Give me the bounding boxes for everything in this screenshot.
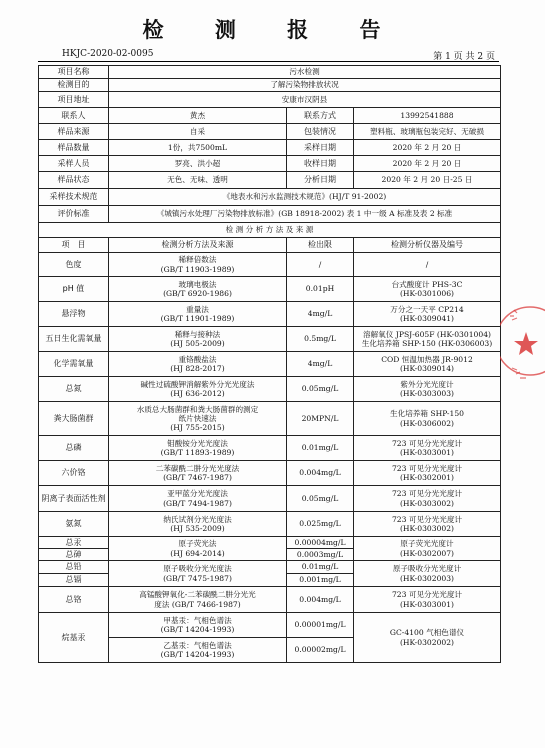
col-limit: 检出限 [287, 238, 354, 253]
method-item: 总氮 [39, 377, 109, 402]
report-number: HKJC-2020-02-0095 [62, 49, 154, 59]
method-item: 总砷 [39, 549, 109, 561]
method-limit: 0.00001mg/L [287, 613, 354, 638]
value: 13992541888 [354, 108, 501, 124]
method-instrument: 台式酸度计 PHS-3C (HK-0301006) [354, 277, 501, 302]
method-limit: 0.0003mg/L [287, 549, 354, 561]
methods-header-row [39, 238, 501, 253]
row-source [39, 124, 501, 140]
method-limit: 0.01mg/L [287, 561, 354, 574]
method-limit: 4mg/L [287, 302, 354, 327]
label: 评价标准 [39, 206, 109, 223]
methods-section-title: 检 测 分 析 方 法 及 来 源 [39, 223, 501, 238]
row-sampler [39, 156, 501, 172]
method-limit: 0.05mg/L [287, 377, 354, 402]
method-source: 稀释与接种法 (HJ 505-2009) [109, 327, 287, 352]
method-item: 悬浮物 [39, 302, 109, 327]
value: 自采 [109, 124, 287, 140]
method-item: pH 值 [39, 277, 109, 302]
method-instrument: 万分之一天平 CP214 (HK-0309041) [354, 302, 501, 327]
method-limit: 0.00004mg/L [287, 537, 354, 549]
method-item: 总铬 [39, 587, 109, 613]
value: 罗亮、洪小超 [109, 156, 287, 172]
label: 检测目的 [39, 79, 109, 92]
method-item: 氨氮 [39, 512, 109, 537]
method-source: 原子吸收分光光度法 (GB/T 7475-1987) [109, 561, 287, 587]
method-item: 阴离子表面活性剂 [39, 486, 109, 512]
method-item: 化学需氧量 [39, 352, 109, 377]
value: 1份，共7500mL [109, 140, 287, 156]
method-instrument: 原子吸收分光光度计 (HK-0302003) [354, 561, 501, 587]
method-item: 烷基汞 [39, 613, 109, 663]
method-row [39, 377, 501, 402]
method-item: 粪大肠菌群 [39, 402, 109, 436]
method-limit: 0.00002mg/L [287, 638, 354, 663]
method-row-aas [39, 561, 501, 574]
method-instrument: 723 可见分光光度计 (HK-0303001) [354, 436, 501, 461]
method-row [39, 302, 501, 327]
method-limit: 0.01pH [287, 277, 354, 302]
method-limit: 20MPN/L [287, 402, 354, 436]
col-instrument: 检测分析仪器及编号 [354, 238, 501, 253]
value: 《城镇污水处理厂污染物排放标准》(GB 18918-2002) 表 1 中一级 A 标准及表 2 标准 [109, 206, 501, 223]
value: 2020 年 2 月 20 日 [354, 156, 501, 172]
method-instrument: 723 可见分光光度计 (HK-0303001) [354, 587, 501, 613]
method-row [39, 402, 501, 436]
row-address [39, 92, 501, 108]
value: 2020 年 2 月 20 日-25 日 [354, 172, 501, 189]
col-method: 检测分析方法及来源 [109, 238, 287, 253]
method-limit: 0.5mg/L [287, 327, 354, 352]
method-limit: 0.004mg/L [287, 461, 354, 486]
method-source: 钼酸铵分光光度法 (GB/T 11893-1989) [109, 436, 287, 461]
method-instrument: 生化培养箱 SHP-150 (HK-0306002) [354, 402, 501, 436]
method-instrument: / [354, 253, 501, 277]
method-row [39, 486, 501, 512]
page-info: 第 1 页 共 2 页 [433, 52, 495, 62]
method-limit: 4mg/L [287, 352, 354, 377]
method-row [39, 352, 501, 377]
value: 黄杰 [109, 108, 287, 124]
value: 污水检测 [109, 66, 501, 79]
method-item: 总汞 [39, 537, 109, 549]
value: 2020 年 2 月 20 日 [354, 140, 501, 156]
method-instrument: 原子荧光光度计 (HK-0302007) [354, 537, 501, 561]
row-quantity [39, 140, 501, 156]
method-limit: 0.025mg/L [287, 512, 354, 537]
method-item: 六价铬 [39, 461, 109, 486]
method-row [39, 253, 501, 277]
label: 采样技术规范 [39, 189, 109, 206]
method-instrument: 紫外分光光度计 (HK-0303003) [354, 377, 501, 402]
method-row-afs [39, 537, 501, 549]
method-item: 总铅 [39, 561, 109, 574]
value: 塑料瓶、玻璃瓶包装完好、无破损 [354, 124, 501, 140]
method-item: 五日生化需氧量 [39, 327, 109, 352]
method-limit: 0.05mg/L [287, 486, 354, 512]
method-row [39, 277, 501, 302]
method-source: 亚甲蓝分光光度法 (GB/T 7494-1987) [109, 486, 287, 512]
method-source: 重量法 (GB/T 11901-1989) [109, 302, 287, 327]
method-instrument: 723 可见分光光度计 (HK-0303002) [354, 486, 501, 512]
method-instrument: COD 恒温加热器 JR-9012 (HK-0309014) [354, 352, 501, 377]
label: 采样人员 [39, 156, 109, 172]
row-eval [39, 206, 501, 223]
label: 样品状态 [39, 172, 109, 189]
method-source: 纳氏试剂分光光度法 (HJ 535-2009) [109, 512, 287, 537]
method-source: 二苯碳酰二肼分光光度法 (GB/T 7467-1987) [109, 461, 287, 486]
value: 《地表水和污水监测技术规范》(HJ/T 91-2002) [109, 189, 501, 206]
label: 样品来源 [39, 124, 109, 140]
method-limit: 0.004mg/L [287, 587, 354, 613]
label: 联系人 [39, 108, 109, 124]
method-source: 高锰酸钾氧化-二苯碳酰二肼分光光 度法 (GB/T 7466-1987) [109, 587, 287, 613]
method-instrument: 723 可见分光光度计 (HK-0303002) [354, 512, 501, 537]
method-row [39, 587, 501, 613]
value: 了解污染物排放状况 [109, 79, 501, 92]
method-limit: 0.01mg/L [287, 436, 354, 461]
method-item: 总磷 [39, 436, 109, 461]
methods-section-title-row [39, 223, 501, 238]
row-purpose [39, 79, 501, 92]
method-limit: / [287, 253, 354, 277]
row-item-name [39, 66, 501, 79]
method-instrument: 溶解氧仪 JPSJ-605F (HK-0301004) 生化培养箱 SHP-150 (HK-0306003) [354, 327, 501, 352]
label: 收样日期 [287, 156, 354, 172]
header-rule [38, 61, 499, 62]
method-row [39, 461, 501, 486]
method-item: 总镉 [39, 574, 109, 587]
report-table [38, 65, 501, 663]
method-source: 碱性过硫酸钾消解紫外分光光度法 (HJ 636-2012) [109, 377, 287, 402]
method-row [39, 436, 501, 461]
method-source: 原子荧光法 (HJ 694-2014) [109, 537, 287, 561]
label: 采样日期 [287, 140, 354, 156]
method-source: 重铬酸盐法 (HJ 828-2017) [109, 352, 287, 377]
method-instrument: GC-4100 气相色谱仪 (HK-0302002) [354, 613, 501, 663]
method-instrument: 723 可见分光光度计 (HK-0302001) [354, 461, 501, 486]
col-item: 项 目 [39, 238, 109, 253]
label: 分析日期 [287, 172, 354, 189]
method-limit: 0.001mg/L [287, 574, 354, 587]
value: 安康市汉阴县 [109, 92, 501, 108]
seal-stamp [500, 296, 545, 386]
method-source: 乙基汞：气相色谱法 (GB/T 14204-1993) [109, 638, 287, 663]
method-row [39, 327, 501, 352]
method-source: 稀释倍数法 (GB/T 11903-1989) [109, 253, 287, 277]
label: 项目名称 [39, 66, 109, 79]
method-row-alkyl [39, 613, 501, 638]
method-source: 甲基汞：气相色谱法 (GB/T 14204-1993) [109, 613, 287, 638]
report-title: 检 测 报 告 [142, 17, 403, 42]
method-source: 玻璃电极法 (GB/T 6920-1986) [109, 277, 287, 302]
label: 联系方式 [287, 108, 354, 124]
method-source: 水质总大肠菌群和粪大肠菌群的测定 纸片快速法 (HJ 755-2015) [109, 402, 287, 436]
value: 无色、无味、透明 [109, 172, 287, 189]
method-row [39, 512, 501, 537]
label: 项目地址 [39, 92, 109, 108]
label: 样品数量 [39, 140, 109, 156]
row-spec [39, 189, 501, 206]
row-contact [39, 108, 501, 124]
method-item: 色度 [39, 253, 109, 277]
row-state [39, 172, 501, 189]
label: 包装情况 [287, 124, 354, 140]
